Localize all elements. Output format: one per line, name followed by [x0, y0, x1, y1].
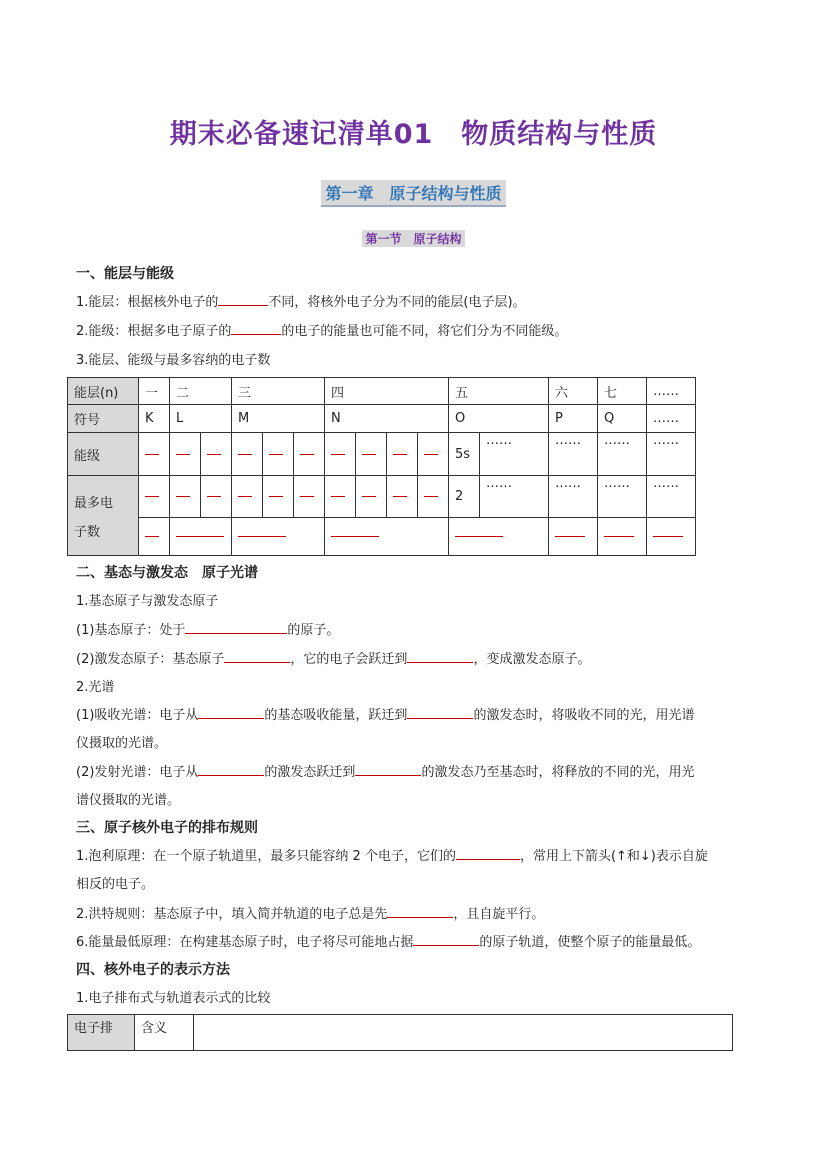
- blank[interactable]: [224, 650, 290, 663]
- blank-line[interactable]: [300, 454, 314, 455]
- table-row: [68, 518, 696, 556]
- table-cell: 一: [139, 378, 170, 405]
- table-cell-5s-max: 2: [449, 476, 480, 518]
- blank-line[interactable]: [362, 496, 376, 497]
- blank-line[interactable]: [269, 496, 283, 497]
- blank-line[interactable]: [424, 496, 438, 497]
- s4-line1: 1.电子排布式与轨道表示式的比较: [76, 991, 271, 1006]
- blank-line[interactable]: [207, 454, 221, 455]
- row-label-sublevel: 能级: [68, 433, 139, 476]
- s2-line3: (2)激发态原子：基态原子 ，它的电子会跃迁到 ，变成激发态原子。: [76, 652, 591, 667]
- section-heading: 第一节 原子结构: [0, 230, 827, 247]
- blank[interactable]: [198, 706, 264, 719]
- table-cell: 五: [449, 378, 549, 405]
- blank-line[interactable]: [176, 454, 190, 455]
- s3-line3: 2.洪特规则：基态原子中，填入简并轨道的电子总是先 ，且自旋平行。: [76, 907, 545, 922]
- table-cell: ……: [549, 433, 598, 476]
- blank-line[interactable]: [269, 454, 283, 455]
- blank[interactable]: [218, 293, 268, 306]
- table-cell: 七: [598, 378, 647, 405]
- blank-line[interactable]: [331, 536, 379, 537]
- s1-line2: 2.能级：根据多电子原子的 的电子的能量也可能不同，将它们分为不同能级。: [76, 324, 568, 339]
- blank-line[interactable]: [145, 496, 159, 497]
- table-cell: M: [232, 405, 325, 433]
- row-label-max-electrons: 最多电 子数: [68, 476, 139, 556]
- blank-line[interactable]: [653, 536, 683, 537]
- table-cell: 三: [232, 378, 325, 405]
- table-cell: P: [549, 405, 598, 433]
- comparison-table: [67, 1014, 733, 1051]
- s1-line3: 3.能层、能级与最多容纳的电子数: [76, 353, 271, 368]
- table-row: [68, 433, 696, 476]
- blank[interactable]: [407, 650, 473, 663]
- s2-line1: 1.基态原子与激发态原子: [76, 594, 219, 609]
- table-cell: Q: [598, 405, 647, 433]
- table-cell: ……: [549, 476, 598, 518]
- blank[interactable]: [456, 847, 520, 860]
- table-cell: 含义: [135, 1015, 194, 1051]
- s2-line8: 谱仪摄取的光谱。: [76, 793, 181, 808]
- blank-line[interactable]: [331, 454, 345, 455]
- s3-heading: 三、原子核外电子的排布规则: [76, 820, 258, 836]
- table-cell: ……: [480, 476, 549, 518]
- s1-line1: 1.能层：根据核外电子的 不同，将核外电子分为不同的能层(电子层)。: [76, 295, 526, 310]
- blank[interactable]: [355, 763, 421, 776]
- s2-heading: 二、基态与激发态 原子光谱: [76, 565, 258, 581]
- chapter-heading: 第一章 原子结构与性质: [0, 180, 827, 207]
- table-cell: ……: [480, 433, 549, 476]
- s3-line4: 6.能量最低原理：在构建基态原子时，电子将尽可能地占据 的原子轨道，使整个原子的能量最低。: [76, 935, 701, 950]
- blank[interactable]: [185, 621, 287, 634]
- blank-line[interactable]: [300, 496, 314, 497]
- blank[interactable]: [413, 933, 479, 946]
- table-row: [68, 405, 696, 433]
- s4-heading: 四、核外电子的表示方法: [76, 962, 230, 978]
- blank-line[interactable]: [176, 536, 224, 537]
- table-cell: 四: [325, 378, 449, 405]
- blank-line[interactable]: [207, 496, 221, 497]
- s2-line2: (1)基态原子：处于 的原子。: [76, 623, 340, 638]
- s2-line4: 2.光谱: [76, 680, 115, 695]
- table-row: [68, 476, 696, 518]
- blank-line[interactable]: [238, 496, 252, 497]
- s2-line5: (1)吸收光谱：电子从 的基态吸收能量，跃迁到 的激发态时，将吸收不同的光，用光谱: [76, 708, 695, 723]
- table-cell: ……: [647, 405, 696, 433]
- table-cell: 二: [170, 378, 232, 405]
- blank[interactable]: [198, 763, 264, 776]
- blank-line[interactable]: [455, 536, 503, 537]
- blank-line[interactable]: [393, 496, 407, 497]
- blank-line[interactable]: [424, 454, 438, 455]
- blank-line[interactable]: [238, 536, 286, 537]
- s3-line2: 相反的电子。: [76, 877, 155, 892]
- blank-line[interactable]: [176, 496, 190, 497]
- table-cell: N: [325, 405, 449, 433]
- table-cell: ……: [598, 433, 647, 476]
- main-title: 期末必备速记清单01 物质结构与性质: [169, 119, 658, 150]
- table-cell: K: [139, 405, 170, 433]
- row-label-layer: 能层(n): [68, 378, 139, 405]
- table-cell: [194, 1015, 733, 1051]
- s1-heading: 一、能层与能级: [76, 266, 174, 282]
- blank-line[interactable]: [555, 536, 585, 537]
- table-row: [68, 1015, 733, 1051]
- blank-line[interactable]: [331, 496, 345, 497]
- row-label-symbol: 符号: [68, 405, 139, 433]
- blank-line[interactable]: [362, 454, 376, 455]
- blank-line[interactable]: [238, 454, 252, 455]
- table-cell: 电子排: [68, 1015, 135, 1051]
- blank-line[interactable]: [393, 454, 407, 455]
- table-cell: L: [170, 405, 232, 433]
- s3-line1: 1.泡利原理：在一个原子轨道里，最多只能容纳 2 个电子，它们的 ，常用上下箭头(↑和↓)表示自旋: [76, 849, 708, 864]
- table-cell: O: [449, 405, 549, 433]
- blank[interactable]: [231, 322, 281, 335]
- table-cell-5s: 5s: [449, 433, 480, 476]
- table-cell: ……: [598, 476, 647, 518]
- s2-line6: 仪摄取的光谱。: [76, 736, 168, 751]
- blank-line[interactable]: [145, 536, 159, 537]
- s2-line7: (2)发射光谱：电子从 的激发态跃迁到 的激发态乃至基态时，将释放的不同的光，用光: [76, 765, 695, 780]
- table-cell: ……: [647, 433, 696, 476]
- blank[interactable]: [407, 706, 473, 719]
- energy-level-table: [67, 377, 696, 556]
- table-cell: ……: [647, 378, 696, 405]
- table-cell: 六: [549, 378, 598, 405]
- blank[interactable]: [387, 905, 453, 918]
- table-row: [68, 378, 696, 405]
- table-cell: ……: [647, 476, 696, 518]
- blank-line[interactable]: [604, 536, 634, 537]
- blank-line[interactable]: [145, 454, 159, 455]
